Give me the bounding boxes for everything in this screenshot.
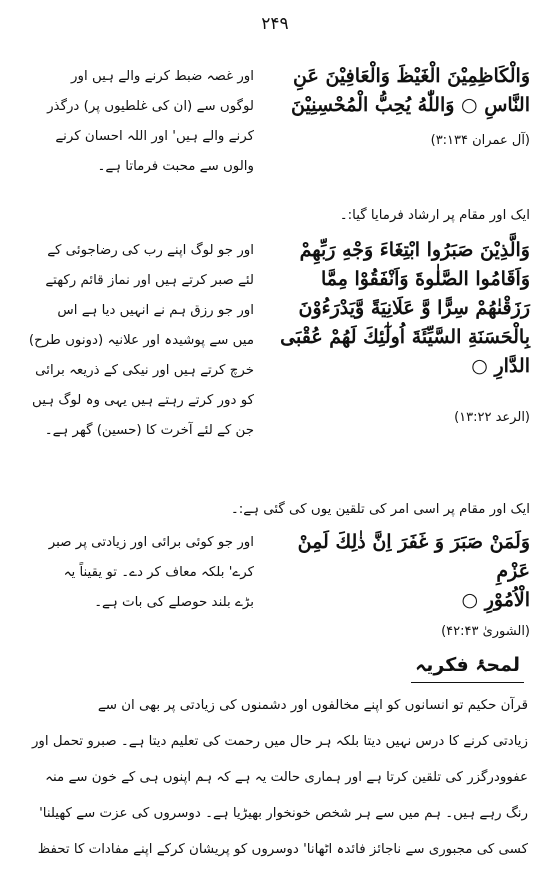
verse-reference: (آل عمران ۳:۱۳۴) [430,133,530,148]
section-heading: لمحۂ فکریہ [411,654,524,683]
arabic-verse-2 [268,236,530,446]
paragraph-line: کسی کی مجبوری سے ناجائز فائدہ اٹھانا' دوسروں کو پریشان کرکے اپنے مفادات کا تحفظ [37,842,528,857]
arabic-line: وَاَقَامُوا الصَّلٰوةَ وَاَنْفَقُوْا مِمَّا [320,268,530,290]
arabic-verse-1 [268,62,530,182]
verse-block-3 [18,528,530,646]
section-intro-3: ایک اور مقام پر اسی امر کی تلقین یوں کی گئی ہے:۔ [230,502,530,517]
urdu-line: اور غصہ ضبط کرنے والے ہیں اور [71,69,254,84]
verse-block-2 [18,236,530,446]
paragraph-line: عفوودرگزر کی تلقین کرتا ہے اور ہماری حالت یہ ہے کہ ہم اپنوں ہی کے خون سے منہ [45,770,528,785]
body-paragraph [22,688,528,868]
arabic-line: بِالْحَسَنَةِ السَّيِّئَةَ اُولٰٓئِكَ لَهُمْ عُقْبَى [280,326,530,348]
urdu-translation-2 [18,236,254,446]
page-number: ۲۴۹ [261,14,289,34]
arabic-line: وَلَمَنْ صَبَرَ وَ غَفَرَ اِنَّ ذٰلِكَ لَمِنْ عَزْمِ [297,531,530,582]
urdu-line: خرچ کرتے ہیں اور نیکی کے ذریعہ برائی [35,363,254,378]
urdu-line: لوگوں سے (ان کی غلطیوں پر) درگذر [47,99,254,114]
verse-reference: (الرعد ۱۳:۲۲) [454,410,530,425]
section-intro-2: ایک اور مقام پر ارشاد فرمایا گیا:۔ [339,208,530,223]
arabic-line: الدَّارِ ○ [471,355,530,377]
arabic-line: رَزَقْنٰهُمْ سِرًّا وَّ عَلَانِيَةً وَّيَدْرَءُوْنَ [298,297,530,319]
urdu-translation-3 [18,528,254,646]
urdu-line: اور جو لوگ اپنے رب کی رضاجوئی کے [47,243,254,258]
urdu-line: اور جو کوئی برائی اور زیادتی پر صبر [48,535,254,550]
arabic-line: الْاُمُوْرِ ○ [461,589,530,611]
urdu-line: میں سے پوشیدہ اور علانیہ (دونوں طرح) [28,333,254,348]
urdu-line: اور جو رزق ہم نے انہیں دیا ہے اس [57,303,254,318]
verse-block-1 [18,62,530,182]
arabic-line: وَالْكَاظِمِيْنَ الْغَيْظَ وَالْعَافِيْنَ عَنِ [293,65,530,87]
paragraph-line: قرآن حکیم تو انسانوں کو اپنے مخالفوں اور دشمنوں کی زیادتی پر بھی ان سے [97,698,528,713]
urdu-line: کرنے والے ہیں' اور اللہ احسان کرنے [55,129,254,144]
paragraph-line: رنگ رہے ہیں۔ ہم میں سے ہر شخص خونخوار بھیڑیا ہے۔ دوسروں کی عزت سے کھیلنا' [39,806,528,821]
urdu-translation-1 [18,62,254,182]
arabic-verse-3 [268,528,530,646]
paragraph-line: زیادتی کرنے کا درس نہیں دیتا بلکہ ہر حال میں رحمت کی تعلیم دیتا ہے۔ صبرو تحمل اور [31,734,528,749]
urdu-line: لئے صبر کرتے ہیں اور نماز قائم رکھتے [45,273,254,288]
urdu-line: بڑے بلند حوصلے کی بات ہے۔ [94,595,254,610]
urdu-line: جن کے لئے آخرت کا (حسین) گھر ہے۔ [44,423,254,438]
verse-reference: (الشوریٰ ۴۲:۴۳) [441,624,530,639]
arabic-line: وَالَّذِيْنَ صَبَرُوا ابْتِغَاءَ وَجْهِ رَبِّهِمْ [299,239,530,261]
urdu-line: کو دور کرتے رہتے ہیں یہی وہ لوگ ہیں [32,393,254,408]
arabic-line: النَّاسِ ○ وَاللّٰهُ يُحِبُّ الْمُحْسِنِيْنَ [291,94,530,116]
urdu-line: والوں سے محبت فرماتا ہے۔ [97,159,254,174]
urdu-line: کرے' بلکہ معاف کر دے۔ تو یقیناً یہ [63,565,254,580]
